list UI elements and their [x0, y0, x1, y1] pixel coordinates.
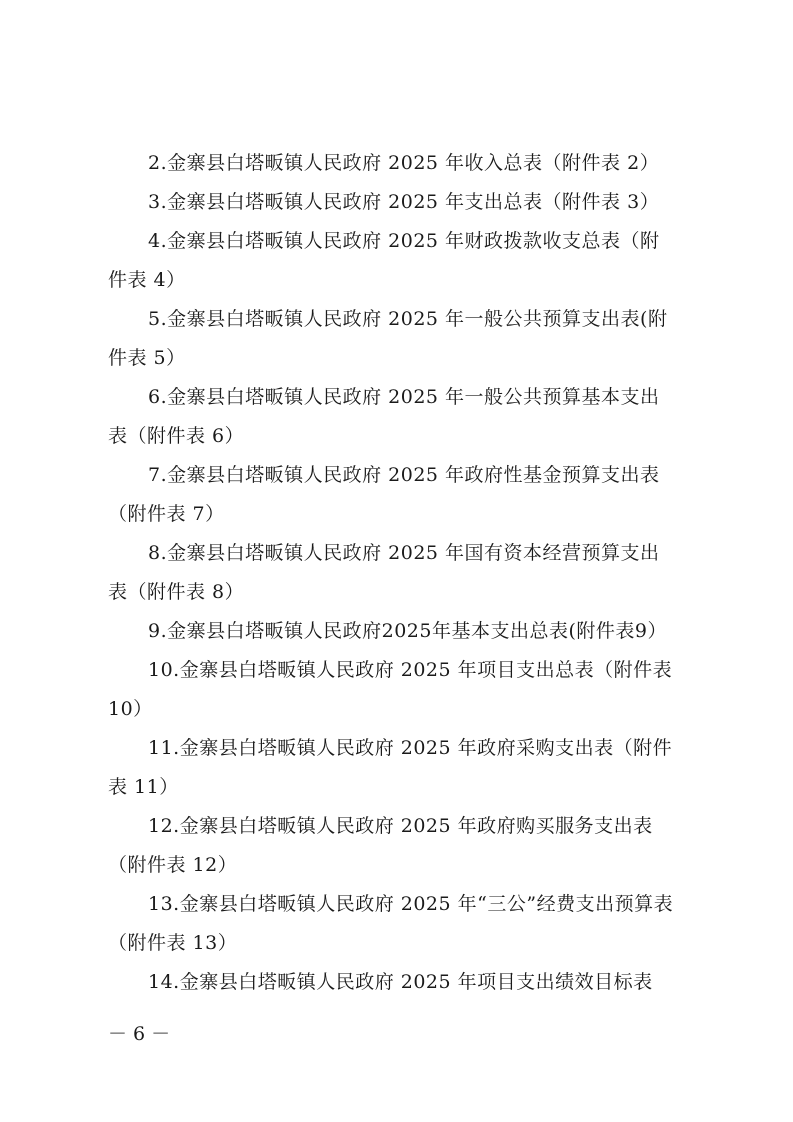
list-item: 4.金寨县白塔畈镇人民政府 2025 年财政拨款收支总表（附 — [148, 230, 660, 252]
list-item: 9.金寨县白塔畈镇人民政府2025年基本支出总表(附件表9） — [148, 620, 667, 642]
list-item-continuation: 10） — [108, 698, 153, 720]
list-item: 2.金寨县白塔畈镇人民政府 2025 年收入总表（附件表 2） — [148, 152, 660, 174]
list-item: 8.金寨县白塔畈镇人民政府 2025 年国有资本经营预算支出 — [148, 542, 660, 564]
list-item: 5.金寨县白塔畈镇人民政府 2025 年一般公共预算支出表(附 — [148, 308, 668, 330]
list-item: 7.金寨县白塔畈镇人民政府 2025 年政府性基金预算支出表 — [148, 464, 660, 486]
list-item: 14.金寨县白塔畈镇人民政府 2025 年项目支出绩效目标表 — [148, 971, 653, 993]
list-item: 6.金寨县白塔畈镇人民政府 2025 年一般公共预算基本支出 — [148, 386, 660, 408]
list-item: 12.金寨县白塔畈镇人民政府 2025 年政府购买服务支出表 — [148, 815, 653, 837]
list-item-continuation: 件表 4） — [108, 269, 186, 291]
list-item: 10.金寨县白塔畈镇人民政府 2025 年项目支出总表（附件表 — [148, 659, 673, 681]
page-number: － 6 － — [108, 1023, 171, 1045]
list-item: 11.金寨县白塔畈镇人民政府 2025 年政府采购支出表（附件 — [148, 737, 673, 759]
list-item-continuation: （附件表 13） — [108, 932, 238, 954]
list-item-continuation: 表 11） — [108, 776, 179, 798]
list-item-continuation: 件表 5） — [108, 347, 186, 369]
list-item-continuation: 表（附件表 6） — [108, 425, 245, 447]
list-item: 3.金寨县白塔畈镇人民政府 2025 年支出总表（附件表 3） — [148, 191, 660, 213]
attachment-list — [108, 144, 696, 1002]
list-item-continuation: （附件表 12） — [108, 854, 238, 876]
list-item-continuation: （附件表 7） — [108, 503, 225, 525]
list-item: 13.金寨县白塔畈镇人民政府 2025 年“三公”经费支出预算表 — [148, 893, 674, 915]
list-item-continuation: 表（附件表 8） — [108, 581, 245, 603]
